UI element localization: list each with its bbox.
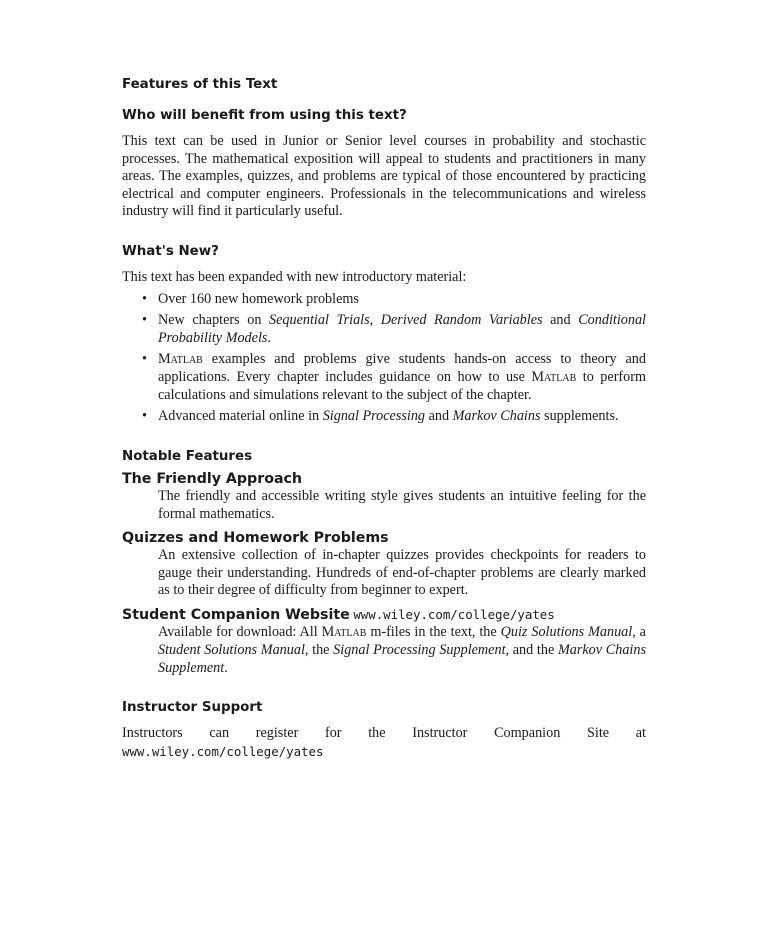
feature-title-quizzes: Quizzes and Homework Problems: [122, 529, 389, 546]
bullet-icon: •: [142, 351, 147, 368]
page-content: [122, 76, 646, 761]
list-item: • New chapters on Sequential Trials, Derived Random Variables and Conditional Probability Models.: [142, 312, 646, 346]
instructor-paragraph: Instructors can register for the Instructor Companion Site at www.wiley.com/college/yates: [122, 725, 646, 759]
whats-new-intro: This text has been expanded with new introductory material:: [122, 268, 467, 285]
section-heading-notable: Notable Features: [122, 448, 253, 464]
section-heading-whats-new: What's New?: [122, 243, 219, 259]
who-paragraph: This text can be used in Junior or Senior level courses in probability and stochastic processes. The mathematical exposition will appeal to students and practitioners in many areas. The examples, quizzes, and problems are typical of those encountered by practicing electrical and computer engineers. Professionals in the telecommunications and wireless industry will find it particularly useful.: [122, 133, 646, 220]
feature-title-companion: Student Companion Website www.wiley.com/college/yates: [122, 606, 555, 623]
list-item: • Advanced material online in Signal Processing and Markov Chains supplements.: [142, 408, 619, 425]
bullet-icon: •: [142, 312, 147, 329]
companion-url[interactable]: www.wiley.com/college/yates: [353, 606, 555, 622]
feature-body-friendly: The friendly and accessible writing style gives students an intuitive feeling for the formal mathematics.: [158, 488, 646, 522]
list-item: • Matlab examples and problems give students hands-on access to theory and applications. Every chapter includes guidance on how to use Matlab to perform calculations and simulations relevant to the subject of the chapter.: [142, 351, 647, 403]
bullet-icon: •: [142, 408, 147, 425]
bullet-icon: •: [142, 290, 147, 307]
instructor-url[interactable]: www.wiley.com/college/yates: [122, 743, 324, 759]
whats-new-list: [122, 291, 646, 426]
feature-body-quizzes: An extensive collection of in-chapter quizzes provides checkpoints for readers to gauge their understanding. Hundreds of end-of-chapter problems are clearly marked as to their degree of difficulty from beginner to expert.: [158, 547, 646, 599]
list-item: • Over 160 new homework problems: [142, 290, 359, 307]
feature-title-friendly: The Friendly Approach: [122, 470, 303, 487]
section-heading-who: Who will benefit from using this text?: [122, 108, 407, 123]
page-title: Features of this Text: [122, 77, 278, 92]
section-heading-instructor: Instructor Support: [122, 700, 263, 716]
feature-body-companion: Available for download: All Matlab m-files in the text, the Quiz Solutions Manual, a Student Solutions Manual, the Signal Processing Supplement, and the Markov Chains Supplement.: [158, 624, 646, 676]
